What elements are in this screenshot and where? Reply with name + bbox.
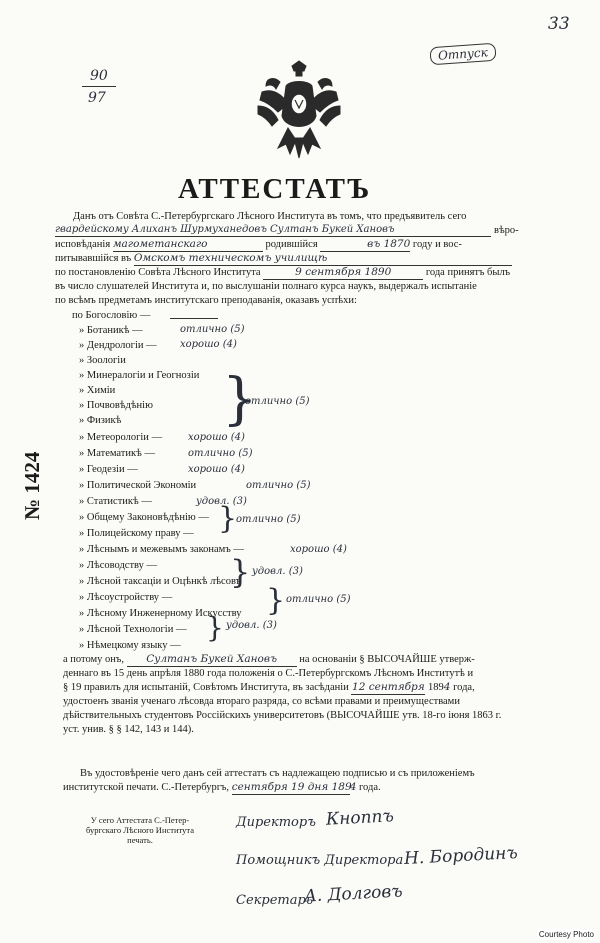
- intro-line-1: Данъ отъ Совѣта С.-Петербургскаго Лѣсного Института въ томъ, что предъявитель сего: [73, 211, 467, 222]
- grade-botany: отлично (5): [180, 324, 245, 335]
- subject-row: » Политической Экономіи: [79, 480, 197, 491]
- brace-engineering: }: [266, 583, 286, 618]
- subject-row: » Геодезіи —: [79, 464, 138, 475]
- grade-forestry-group: удовл. (3): [252, 566, 303, 577]
- admission-label: по постановленію Совѣта Лѣсного Института: [55, 267, 261, 278]
- session-year-handwritten: 4: [443, 681, 451, 693]
- session-date-handwritten: 12 сентября: [352, 681, 425, 693]
- admission-date-handwritten: 9 сентября 1890: [263, 266, 423, 280]
- document-title: АТТЕСТАТЪ: [178, 173, 372, 205]
- session-year-end: года,: [453, 682, 475, 693]
- intro-line-7: по всѣмъ предметамъ институтскаго преподаванія, оказавъ успѣхи:: [55, 295, 357, 306]
- subject-row: » Статистикѣ —: [79, 496, 152, 507]
- fraction-line: [82, 86, 116, 87]
- bearer-short-name-handwritten: Султанъ Букей Хановъ: [127, 653, 297, 667]
- intro-line-6: въ число слушателей Института и, по выслушаніи полнаго курса наукъ, выдержалъ испытаніе: [55, 281, 477, 292]
- therefore-label: а потому онъ,: [63, 654, 124, 665]
- vertical-document-number: № 1424: [20, 451, 44, 520]
- brace-sciences: }: [222, 367, 258, 432]
- basis-text: на основаніи § ВЫСОЧАЙШЕ утверж-: [299, 654, 475, 665]
- conclusion-line-2: деннаго въ 15 день апрѣля 1880 года положенія о С.-Петербургскомъ Лѣсномъ Институтѣ и: [63, 668, 474, 679]
- grade-economics: отлично (5): [246, 480, 311, 491]
- subject-row: » Лѣсной таксаціи и Оцѣнкѣ лѣсовъ: [79, 576, 242, 587]
- seal-note-line: У сего Аттестата С.-Петер-: [90, 815, 190, 825]
- director-signature: Кноппъ: [325, 806, 395, 830]
- subject-row: » Метеорологіи —: [79, 432, 163, 443]
- subject-row: » Нѣмецкому языку —: [79, 640, 181, 651]
- grade-dendrology: хорошо (4): [180, 339, 237, 350]
- subject-row: » Лѣсоустройству —: [79, 592, 173, 603]
- attest-year-handwritten: 4: [349, 781, 357, 793]
- subject-row: » Лѣсоводству —: [79, 560, 158, 571]
- raised-label: году и вос-: [412, 239, 462, 250]
- intro-line-2: [55, 223, 493, 237]
- conclusion-line-4: удостоенъ званія ученаго лѣсовда втораго разряда, со всѣми правами и преимуществами: [63, 696, 460, 707]
- attest-end: года.: [359, 782, 381, 793]
- attest-date-handwritten: сентября 19 дня 189: [231, 781, 352, 793]
- grade-meteorology: хорошо (4): [188, 432, 245, 443]
- conclusion-line-1: [63, 653, 475, 667]
- session-year-print: 189: [428, 682, 444, 693]
- brace-forestry: }: [230, 553, 251, 591]
- grade-geodesy: хорошо (4): [188, 464, 245, 475]
- attest-line-2: [63, 781, 381, 795]
- religion-label: исповѣданія: [55, 239, 111, 250]
- subject-row: по Богословію —: [72, 310, 151, 321]
- school-handwritten: Омскомъ техническомъ училищѣ: [134, 252, 512, 266]
- grade-sciences-group: отлично (5): [245, 396, 310, 407]
- attest-city: институтской печати. С.-Петербургъ,: [63, 782, 230, 793]
- intro-line-5: [55, 266, 510, 280]
- conclusion-line-5: дѣйствительныхъ студентовъ Россійскихъ университетовъ (ВЫСОЧАЙШЕ утв. 18-го іюня 1863 г.: [63, 710, 502, 721]
- secretary-signature: А. Долговъ: [303, 881, 404, 907]
- subject-row: » Физикѣ: [79, 415, 122, 426]
- director-label: Директоръ: [236, 815, 316, 830]
- secretary-label: Секретарь: [236, 893, 313, 908]
- brace-technology: }: [206, 611, 224, 644]
- top-left-number-upper: 90: [90, 68, 108, 84]
- subject-row: » Полицейскому праву —: [79, 528, 194, 539]
- top-right-page-number: 33: [548, 14, 570, 34]
- brace-law: }: [218, 501, 238, 536]
- assistant-director-label: Помощникъ Директора: [236, 853, 404, 868]
- religion-handwritten: магометанскаго: [113, 238, 263, 252]
- admission-end: года принятъ былъ: [425, 267, 511, 278]
- double-headed-eagle-emblem-icon: [256, 60, 342, 164]
- conclusion-line-3: [63, 681, 475, 695]
- assistant-director-signature: Н. Бородинъ: [403, 843, 519, 869]
- attest-line-1: Въ удостовѣреніе чего данъ сей аттестатъ съ надлежащею подписью и съ приложеніемъ: [80, 768, 475, 779]
- born-label: родившійся: [265, 239, 318, 250]
- subject-row: » Лѣсной Технологіи —: [79, 624, 187, 635]
- rules-text: § 19 правилъ для испытаній, Совѣтомъ Института, въ засѣданіи: [63, 682, 349, 693]
- seal-note: [80, 815, 200, 845]
- bearer-name-handwritten: гвардейскому Алиханъ Шурмуханедовъ Султанъ Букей Хановъ: [55, 223, 491, 237]
- grade-law-group: отлично (5): [236, 514, 301, 525]
- conclusion-line-6: уст. унив. § § 142, 143 и 144).: [63, 724, 194, 735]
- subject-row: » Минералогіи и Геогнозіи: [79, 370, 200, 381]
- subject-row: » Лѣсному Инженерному Искусству: [79, 608, 242, 619]
- grade-engineering-group: отлично (5): [286, 594, 351, 605]
- photo-credit: Courtesy Photo: [538, 930, 594, 939]
- subject-row: » Дендрологіи —: [79, 340, 157, 351]
- subject-row: » Химіи: [79, 385, 116, 396]
- birth-year-handwritten: въ 1870: [320, 238, 410, 252]
- intro-line-2-end: вѣро-: [494, 225, 519, 236]
- subject-row: » Зоологіи: [79, 355, 126, 366]
- theology-dash: [170, 318, 218, 319]
- seal-note-line: печать.: [127, 835, 153, 845]
- subject-row: » Математикѣ —: [79, 448, 155, 459]
- subject-row: » Лѣснымъ и межевымъ законамъ —: [79, 544, 244, 555]
- top-left-number-lower: 97: [88, 90, 106, 106]
- archive-stamp: Отпуск: [429, 43, 496, 66]
- grade-math: отлично (5): [188, 448, 253, 459]
- seal-note-line: бургскаго Лѣсного Института: [86, 825, 194, 835]
- grade-forest-law: хорошо (4): [290, 544, 347, 555]
- subject-row: » Ботаникѣ —: [79, 325, 143, 336]
- subject-row: » Почвовѣдѣнію: [79, 400, 153, 411]
- intro-line-4: [55, 252, 512, 266]
- school-label: питывавшійся въ: [55, 253, 132, 264]
- subject-row: » Общему Законовѣдѣнію —: [79, 512, 209, 523]
- grade-technology-group: удовл. (3): [226, 620, 277, 631]
- intro-line-3: [55, 238, 462, 252]
- grade-statistics: удовл. (3): [196, 496, 247, 507]
